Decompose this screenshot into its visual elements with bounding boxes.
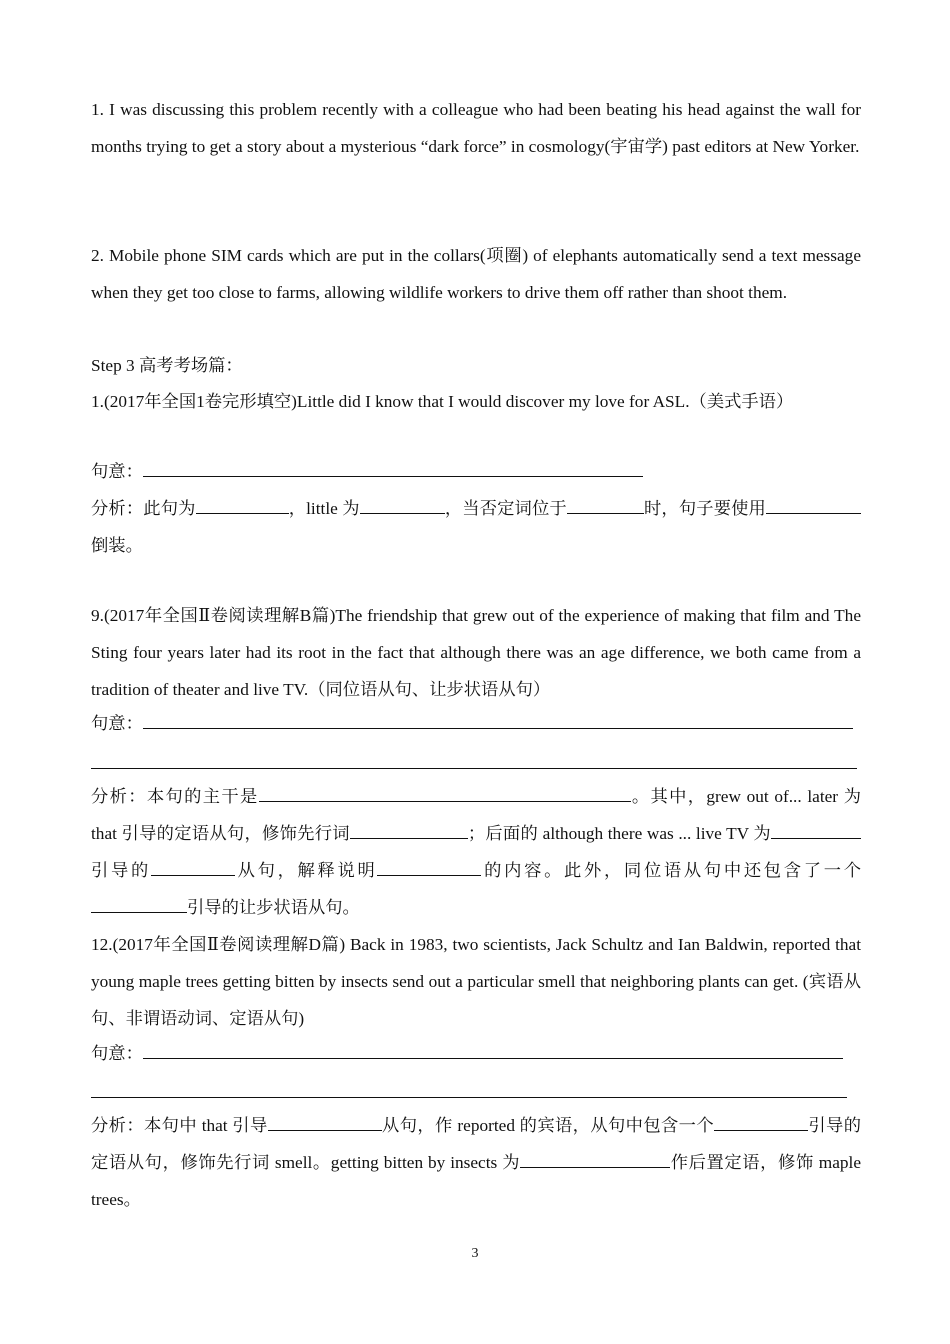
page-number: 3 (471, 1246, 479, 1261)
answer-blank-line[interactable] (91, 1097, 847, 1098)
answer-blank[interactable] (143, 714, 853, 729)
answer-blank[interactable] (143, 1044, 843, 1059)
meaning-label: 句意： (91, 714, 143, 733)
question-1-text: 1.(2017年全国1卷完形填空)Little did I know that I would discover my love for ASL.（美式手语） (91, 392, 794, 411)
question-9-analysis: 分析：本句的主干是 。其中，grew out of... later 为that 引导的定语从句，修饰先行词 ；后面的 although there was ... live TV 为引导的 从句，解释说明 的内容。此外，同位语从句中还包含了一个引导的让步状语从句。 (91, 787, 861, 917)
question-1-analysis: 分析：此句为 ，little 为 ，当否定词位于 时，句子要使用倒装。 (91, 490, 861, 564)
answer-blank[interactable] (196, 499, 289, 514)
answer-blank[interactable] (766, 499, 861, 514)
answer-blank[interactable] (91, 898, 187, 913)
meaning-label: 句意： (91, 462, 143, 481)
answer-blank[interactable] (350, 824, 468, 839)
question-1-meaning (91, 454, 861, 490)
answer-blank[interactable] (268, 1116, 382, 1131)
answer-blank[interactable] (259, 787, 631, 802)
answer-blank[interactable] (377, 861, 481, 876)
paragraph-2: 2. Mobile phone SIM cards which are put in the collars(项圈) of elephants automatically send a text message when they get too close to farms, allowing wildlife workers to drive them off rather than shoot them. (91, 246, 861, 302)
meaning-label: 句意： (91, 1044, 143, 1063)
answer-blank[interactable] (151, 861, 235, 876)
answer-blank[interactable] (360, 499, 445, 514)
answer-blank[interactable] (771, 824, 861, 839)
answer-blank[interactable] (520, 1153, 670, 1168)
question-9-meaning (91, 706, 861, 742)
question-9-text: 9.(2017年全国Ⅱ卷阅读理解B篇)The friendship that grew out of the experience of making that film and The Sting four years later had its root in the fact that although there was an age difference, we both came from a tradition of theater and live TV.（同位语从句、让步状语从句） (91, 606, 861, 699)
paragraph-1: 1. I was discussing this problem recently with a colleague who had been beating his head against the wall for months trying to get a story about a mysterious “dark force” in cosmology(宇宙学) past editors at New Yorker. (91, 100, 861, 156)
question-12-analysis: 分析：本句中 that 引导 从句，作 reported 的宾语，从句中包含一个 引导的定语从句，修饰先行词 smell。getting bitten by insects 为 作后置定语，修饰 maple trees。 (91, 1116, 861, 1209)
answer-blank-line[interactable] (91, 768, 857, 769)
question-12-meaning (91, 1036, 861, 1072)
question-12-text: 12.(2017年全国Ⅱ卷阅读理解D篇) Back in 1983, two scientists, Jack Schultz and Ian Baldwin, reported that young maple trees getting bitten by insects send out a particular smell that neighboring plants can get. (宾语从句、非谓语动词、定语从句) (91, 935, 861, 1028)
step-heading: Step 3 高考考场篇： (91, 356, 243, 375)
answer-blank[interactable] (714, 1116, 808, 1131)
answer-blank[interactable] (143, 462, 643, 477)
answer-blank[interactable] (567, 499, 644, 514)
